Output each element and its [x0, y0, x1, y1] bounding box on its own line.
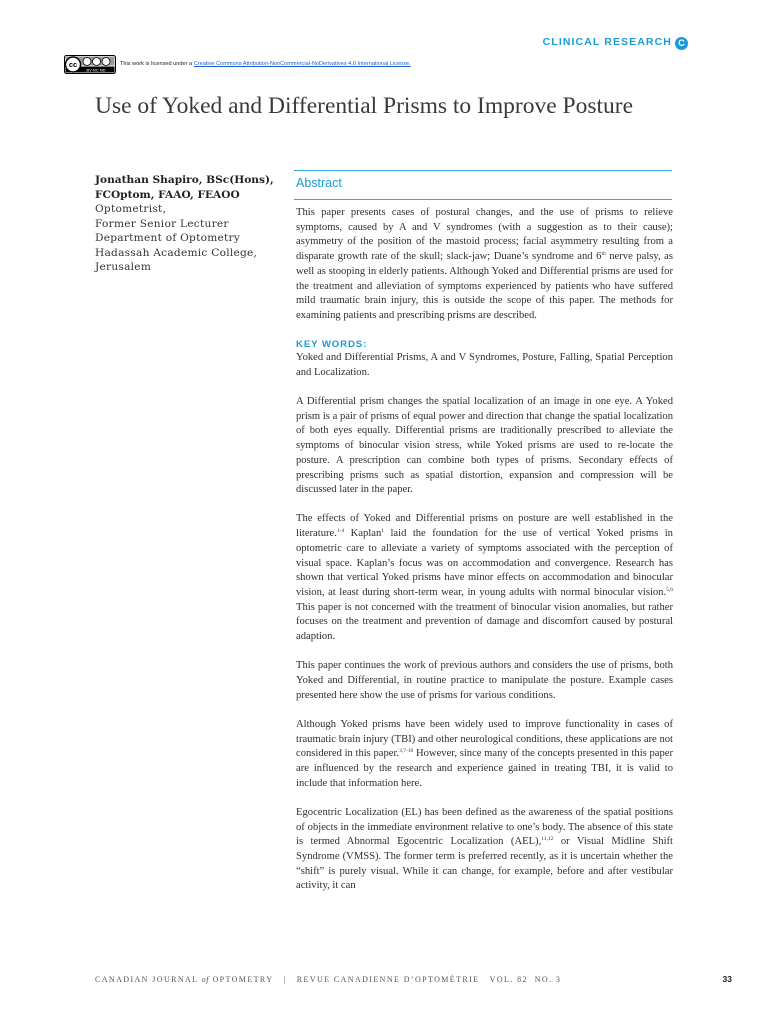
- citation: 11,12: [541, 836, 554, 843]
- body-paragraph: The effects of Yoked and Differential prisms on posture are well established in the literature.$^{1-4}$ Kaplan$^1$ laid the foundation for the use of vertical Yoked prisms in optometric care to alleviate a variety of symptoms associated with the perception of visual space. Kaplan’s focus was on accommodation and convergence. Research has shown that vertical Yoked prisms have minor effects on accommodation and binocular vision, at least during short-term wear, in young adults with normal binocular vision.$^{5,6}$ This paper is not concerned with the treatment of binocular vision anomalies, but rather focuses on the treatment and prevention of damage and discomfort caused by postural adaption.: [296, 513, 673, 643]
- body-paragraph: This paper continues the work of previous authors and considers the use of prisms, both Yoked and Differential, in routine practice to manipulate the posture. Example cases presented here show the use of prisms for various conditions.: [296, 660, 673, 701]
- section-label: CLINICAL RESEARCH: [542, 36, 672, 48]
- journal-name-french: REVUE CANADIENNE D’OPTOMÉTRIE: [296, 975, 480, 984]
- issue: NO. 3: [534, 975, 562, 984]
- footer-separator: |: [283, 975, 287, 984]
- author-affiliation-line: Jerusalem: [95, 261, 152, 273]
- article-title: Use of Yoked and Differential Prisms to Improve Posture: [95, 93, 634, 119]
- author-affiliation-line: Former Senior Lecturer: [95, 217, 229, 230]
- by-icon: [83, 58, 91, 66]
- license-prefix: This work is licensed under a: [120, 61, 194, 67]
- citation: 5,6: [666, 586, 673, 593]
- citation: 1-4: [336, 528, 345, 535]
- author-block: [95, 173, 280, 275]
- author-name-line-2: FCOptom, FAAO, FEAOO: [95, 188, 240, 201]
- keywords-heading: KEY WORDS:: [296, 339, 368, 351]
- abstract-heading: Abstract: [296, 176, 342, 190]
- author-name-line-1: Jonathan Shapiro, BSc(Hons),: [95, 174, 274, 186]
- author-affiliation-line: Optometrist,: [95, 203, 167, 215]
- cc-badge-terms: BY NC ND: [86, 67, 106, 73]
- license-link[interactable]: Creative Commons Attribution-NonCommercial-NoDerivatives 4.0 International License.: [193, 61, 411, 67]
- creative-commons-badge[interactable]: [64, 55, 116, 74]
- citation: 3,7-10: [399, 748, 414, 755]
- superscript: th: [601, 251, 606, 258]
- body-paragraph: Egocentric Localization (EL) has been defined as the awareness of the spatial positions of objects in the immediate environment relative to one’s body. The absence of this state is termed Abnormal Egocentric Localization (AEL),$^{11,12}$ or Visual Midline Shift Syndrome (VMSS). The former term is preferred recently, as it is uncertain whether the “shift” is purely visual. While it can change, for example, before and after vestibular activity, it can: [296, 806, 673, 892]
- abstract-top-rule: [294, 170, 672, 171]
- citation: 1: [381, 528, 385, 535]
- clinical-research-icon: C: [675, 37, 688, 50]
- page-number: 33: [722, 974, 732, 984]
- volume: VOL. 82: [489, 975, 528, 984]
- body-paragraph: A Differential prism changes the spatial localization of an image in one eye. A Yoked prism is a pair of prisms of equal power and direction that change the spatial localization of both eyes equally. Differential prisms are traditionally prescribed to alleviate the symptoms of binocular vision stress, while Yoked prisms are used to re-locate the posture. A prescription can combine both types of prisms. Secondary effects of prescribing prisms such as spatial distortion, expansion and compression will be discussed later in the paper.: [296, 396, 673, 496]
- article-body: [296, 206, 673, 909]
- abstract-text: This paper presents cases of postural changes, and the use of prisms to relieve symptoms, caused by A and V syndromes (with a suggestion as to their cause); asymmetry of the position of the mastoid process; facial asymmetry resulting from a disparate growth rate of the skull; slack-jaw; Duane’s syndrome and 6th nerve palsy, as well as stooping in elderly patients. Although Yoked and Differential prisms are used for the treatment and alleviation of symptoms experienced by patients who have suffered mild traumatic brain injury, this is outside the scope of this paper. The methods for examining patients and prescribing prisms are described.: [296, 207, 674, 321]
- keywords-text: Yoked and Differential Prisms, A and V Syndromes, Posture, Falling, Spatial Perception and Localization.: [296, 352, 673, 378]
- author-affiliation-line: Hadassah Academic College,: [95, 246, 258, 259]
- cc-badge-mark: cc: [68, 60, 78, 69]
- author-affiliation-line: Department of Optometry: [95, 232, 241, 244]
- nd-icon: [102, 58, 110, 66]
- nc-icon: [93, 58, 101, 66]
- license-notice: [120, 61, 411, 67]
- body-paragraph: Although Yoked prisms have been widely used to improve functionality in cases of traumatic brain injury (TBI) and other neurological conditions, these applications are not considered in this paper.$^{3,7-10}$ However, since many of the concepts presented in this paper are influenced by the research and experience gained in treating TBI, it is valid to include that information here.: [296, 718, 673, 789]
- abstract-bottom-rule: [294, 199, 672, 200]
- journal-footer: CANADIAN JOURNAL of OPTOMETRY | REVUE CANADIENNE D’OPTOMÉTRIE VOL. 82 NO. 3: [95, 975, 562, 984]
